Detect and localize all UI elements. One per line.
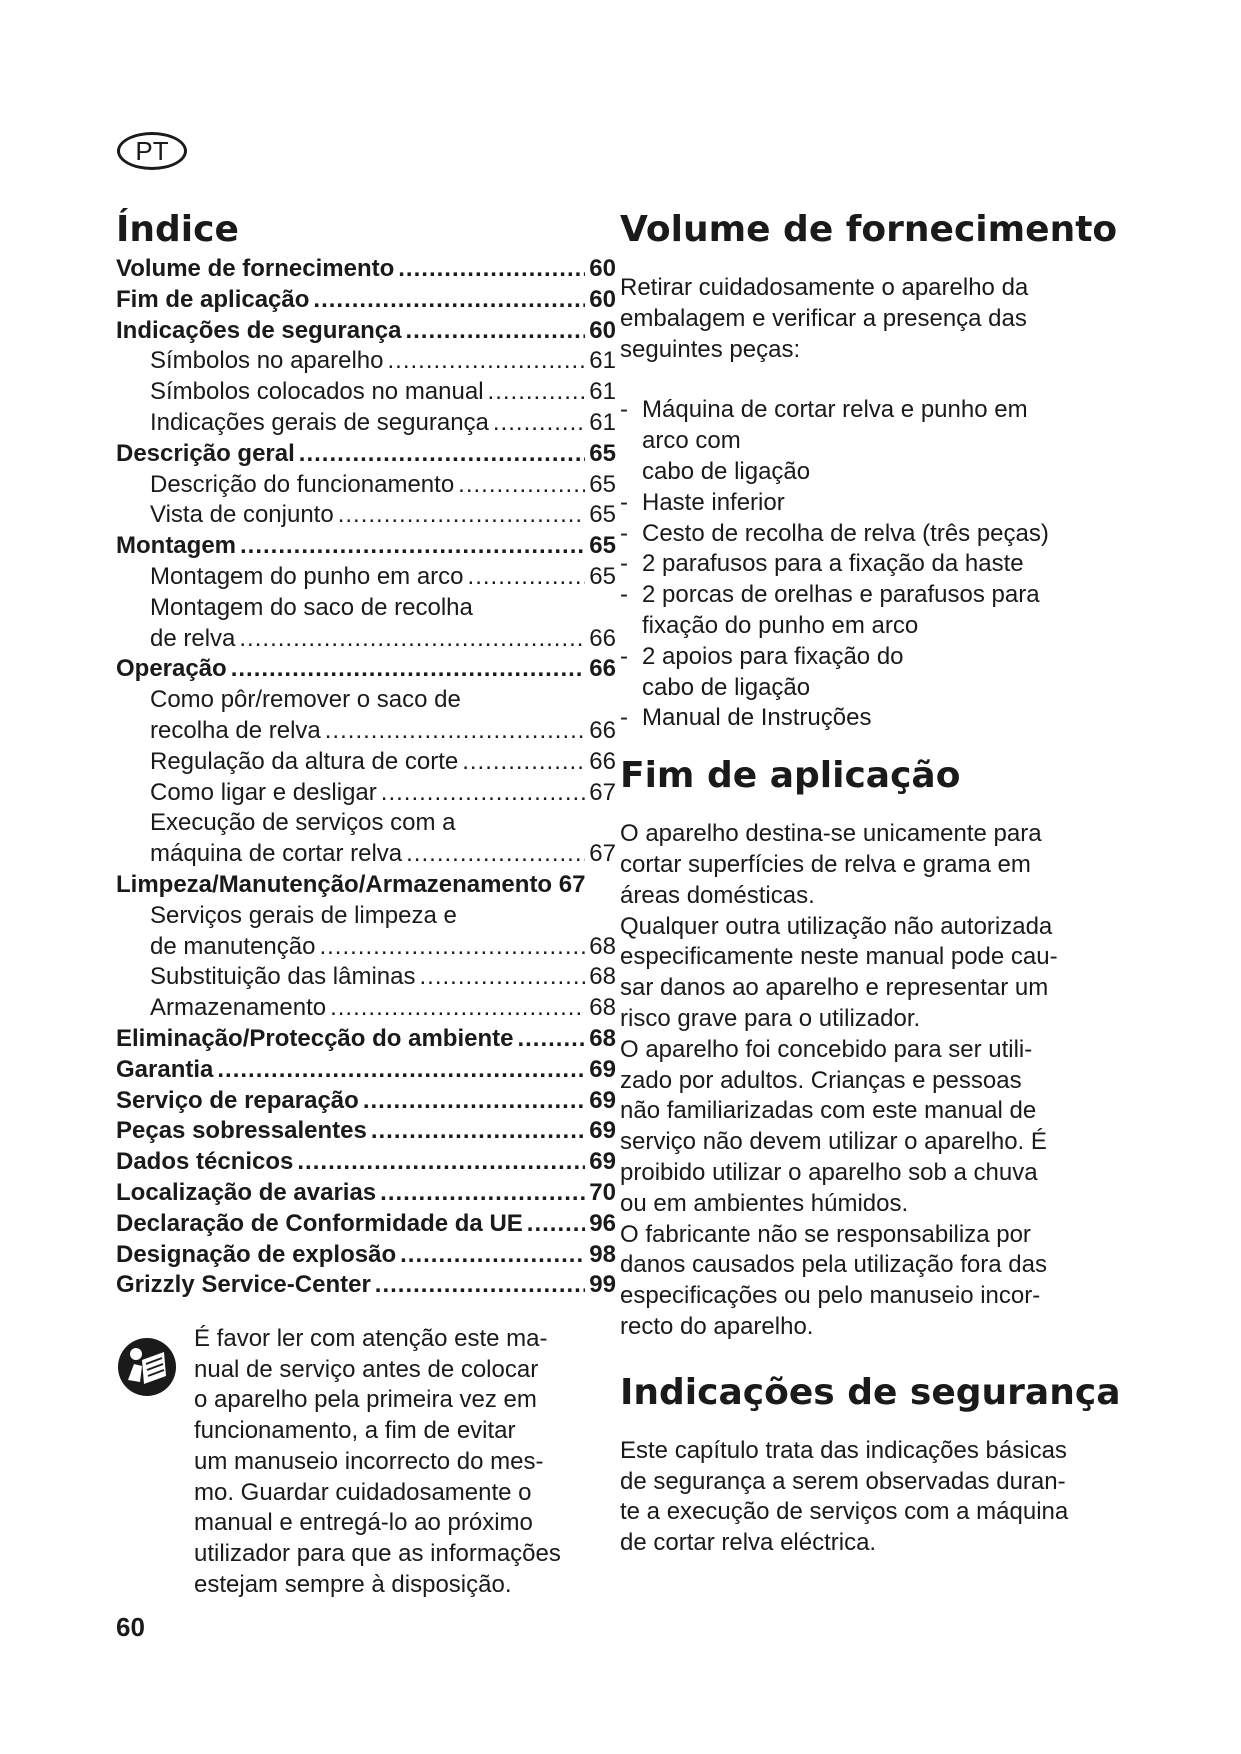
- toc-leader-dots: [239, 624, 585, 655]
- toc-entry: [116, 254, 616, 285]
- toc-entry: [116, 1270, 616, 1301]
- toc-leader-dots: [375, 1270, 586, 1301]
- volume-items-list: [620, 395, 1140, 734]
- notice-text: É favor ler com atenção este ma- nual de serviço antes de colocar o aparelho pela primeira vez em funcionamento, a fim de evitar um manuseio incorrecto do mes- mo. Guardar cuidadosamente o manual e entregá-lo ao próximo utilizador para que as informações estejam sempre à disposição.: [194, 1325, 561, 1598]
- toc-entry-text: Serviço de reparação: [116, 1086, 359, 1114]
- toc-entry: [116, 316, 616, 347]
- toc-leader-dots: [217, 1055, 585, 1086]
- volume-intro: Retirar cuidadosamente o aparelho da embalagem e verificar a presença das seguintes peças:: [620, 274, 1029, 363]
- toc-entry-page: 67: [589, 778, 616, 806]
- toc-entry: [116, 1055, 616, 1086]
- toc-column: [116, 206, 616, 1301]
- toc-leader-dots: [493, 408, 585, 439]
- toc-leader-dots: [325, 716, 586, 747]
- toc-entry-text: Como ligar e desligar: [150, 778, 377, 806]
- toc-entry: [116, 1086, 616, 1117]
- toc-entry: [116, 716, 616, 747]
- toc-leader-dots: [381, 778, 586, 809]
- toc-title: Índice: [116, 209, 239, 250]
- toc-entry: [116, 993, 616, 1024]
- toc-leader-dots: [406, 839, 585, 870]
- toc-leader-dots: [488, 377, 586, 408]
- toc-leader-dots: [297, 1147, 585, 1178]
- content-column: [620, 206, 1140, 1559]
- toc-entry-page: 70: [589, 1178, 616, 1206]
- toc-entry-text: de relva: [150, 624, 236, 652]
- toc-leader-dots: [462, 747, 585, 778]
- toc-entry: [116, 408, 616, 439]
- toc-entry-text: Regulação da altura de corte: [150, 747, 459, 775]
- list-item: - Cesto de recolha de relva (três peças): [620, 519, 1140, 550]
- toc-entry-text: recolha de relva: [150, 716, 321, 744]
- read-manual-icon: [116, 1336, 178, 1398]
- toc-entry-page: 68: [589, 963, 616, 991]
- seguranca-body: Este capítulo trata das indicações básicas de segurança a serem observadas duran- te a execução de serviços com a máquina de cortar relva eléctrica.: [620, 1436, 1069, 1557]
- toc-entry-text: Dados técnicos: [116, 1148, 294, 1176]
- toc-entry-page: 61: [589, 408, 616, 436]
- toc-entry-page: 66: [589, 716, 616, 744]
- toc-entry-text: Designação de explosão: [116, 1240, 397, 1268]
- toc-entry-page: 69: [589, 1086, 616, 1114]
- toc-leader-dots: [517, 1024, 585, 1055]
- toc-entry: [116, 685, 616, 716]
- toc-entry-page: 96: [589, 1209, 616, 1237]
- toc-entry: [116, 901, 616, 932]
- toc-entry: [116, 747, 616, 778]
- toc-entry-text: máquina de cortar relva: [150, 840, 403, 868]
- list-item: - Haste inferior: [620, 488, 1140, 519]
- toc-entry-page: 98: [589, 1240, 616, 1268]
- toc-entry: [116, 839, 616, 870]
- toc-leader-dots: [400, 1240, 585, 1271]
- language-badge: PT: [117, 132, 187, 170]
- toc-entry-page: 67: [589, 840, 616, 868]
- toc-entry: [116, 654, 616, 685]
- toc-entry-text: Símbolos colocados no manual: [150, 378, 484, 406]
- toc-entry: [116, 593, 616, 624]
- toc-leader-dots: [419, 962, 585, 993]
- toc-entry-text: Serviços gerais de limpeza e: [150, 901, 457, 929]
- toc-entry: [116, 377, 616, 408]
- toc-entry-text: Como pôr/remover o saco de: [150, 686, 461, 714]
- toc-entry-text: Execução de serviços com a: [150, 809, 456, 837]
- toc-entry: [116, 439, 616, 470]
- toc-entry: [116, 1024, 616, 1055]
- toc-leader-dots: [299, 439, 586, 470]
- toc-entry-page: 61: [589, 378, 616, 406]
- toc-leader-dots: [330, 993, 585, 1024]
- toc-entry-text: Montagem do punho em arco: [150, 562, 464, 590]
- toc-entry-page: 69: [589, 1148, 616, 1176]
- toc-entry-text: Armazenamento: [150, 994, 327, 1022]
- toc-entry: [116, 778, 616, 809]
- toc-entry: [116, 1209, 616, 1240]
- toc-entry-text: Montagem do saco de recolha: [150, 593, 473, 621]
- list-item: - 2 apoios para fixação do cabo de ligação: [620, 642, 1140, 704]
- toc-entry-page: 60: [589, 285, 616, 313]
- toc-entry-page: 68: [589, 1024, 616, 1052]
- toc-entry-page: 66: [589, 747, 616, 775]
- toc-entry: [116, 500, 616, 531]
- toc-entry: [116, 624, 616, 655]
- toc-entry-text: Descrição do funcionamento: [150, 470, 455, 498]
- toc-entry-text: Indicações gerais de segurança: [150, 408, 489, 436]
- toc-entry: [116, 962, 616, 993]
- toc-entry-text: Grizzly Service-Center: [116, 1271, 371, 1299]
- toc-leader-dots: [319, 932, 585, 963]
- toc-leader-dots: [231, 654, 586, 685]
- toc-entry-page: 68: [589, 994, 616, 1022]
- toc-entry: [116, 346, 616, 377]
- toc-entry-page: 65: [589, 501, 616, 529]
- toc-entry-text: Fim de aplicação: [116, 285, 310, 313]
- toc-entry-text: Volume de fornecimento: [116, 255, 395, 282]
- toc-entry-page: 66: [589, 624, 616, 652]
- toc-entry-page: 69: [589, 1117, 616, 1145]
- toc-entry-page: 61: [589, 347, 616, 375]
- toc-leader-dots: [240, 531, 585, 562]
- toc-entry-page: 65: [589, 532, 616, 560]
- toc-entry-text: Peças sobressalentes: [116, 1117, 367, 1145]
- toc-leader-dots: [363, 1086, 585, 1117]
- toc-entry: [116, 1178, 616, 1209]
- toc-entry: [116, 870, 616, 901]
- toc-entry-text: Declaração de Conformidade da UE: [116, 1209, 523, 1237]
- list-item: - Máquina de cortar relva e punho em arco com cabo de ligação: [620, 395, 1140, 487]
- page-number: 60: [116, 1612, 145, 1642]
- toc-entry-text: Vista de conjunto: [150, 501, 334, 529]
- toc-entry: [116, 808, 616, 839]
- list-item: - Manual de Instruções: [620, 703, 1140, 734]
- toc-entry: [116, 1147, 616, 1178]
- toc-entry-page: 99: [589, 1271, 616, 1299]
- toc-leader-dots: [458, 470, 585, 501]
- toc-entry-page: 65: [589, 470, 616, 498]
- toc-entry-text: Eliminação/Protecção do ambiente: [116, 1024, 514, 1052]
- toc-entry-page: 66: [589, 655, 616, 683]
- read-manual-notice: [116, 1324, 616, 1600]
- toc-entry: [116, 562, 616, 593]
- toc-entry: [116, 531, 616, 562]
- toc-entry-page: 60: [589, 255, 616, 282]
- section-title-volume: Volume de fornecimento: [620, 209, 1118, 250]
- toc-leader-dots: [405, 316, 585, 347]
- section-title-seguranca: Indicações de segurança: [620, 1371, 1121, 1413]
- toc-leader-dots: [468, 562, 586, 593]
- toc-entry-text: Operação: [116, 655, 227, 683]
- table-of-contents: [116, 254, 616, 1301]
- toc-entry-text: Descrição geral: [116, 439, 295, 467]
- list-item: - 2 porcas de orelhas e parafusos para fixação do punho em arco: [620, 580, 1140, 642]
- toc-leader-dots: [387, 346, 585, 377]
- toc-leader-dots: [398, 254, 585, 285]
- toc-entry: [116, 285, 616, 316]
- section-title-fim: Fim de aplicação: [620, 755, 961, 797]
- toc-entry: [116, 1240, 616, 1271]
- toc-leader-dots: [338, 500, 586, 531]
- toc-entry-page: 60: [589, 316, 616, 344]
- toc-entry-text: Limpeza/Manutenção/Armazenamento 67: [116, 870, 586, 898]
- toc-entry-page: 68: [589, 932, 616, 960]
- toc-leader-dots: [313, 285, 585, 316]
- toc-entry: [116, 932, 616, 963]
- toc-leader-dots: [527, 1209, 586, 1240]
- toc-entry-text: Indicações de segurança: [116, 316, 402, 344]
- toc-entry-text: Montagem: [116, 532, 236, 560]
- toc-entry-text: Substituição das lâminas: [150, 963, 416, 991]
- toc-entry: [116, 470, 616, 501]
- fim-body: O aparelho destina-se unicamente para cortar superfícies de relva e grama em áreas domésticas. Qualquer outra utilização não autorizada especificamente neste manual pode cau- sar danos ao aparelho e representar um risco grave para o utilizador. O aparelho foi concebido para ser utili- zado por adultos. Crianças e pessoas não familiarizadas com este manual de serviço não devem utilizar o aparelho. É proibido utilizar o aparelho sob a chuva ou em ambientes húmidos. O fabricante não se responsabiliza por danos causados pela utilização fora das especificações ou pelo manuseio incor- recto do aparelho.: [620, 820, 1058, 1340]
- toc-entry-text: Símbolos no aparelho: [150, 347, 384, 375]
- toc-entry-page: 69: [589, 1055, 616, 1083]
- toc-entry-page: 65: [589, 562, 616, 590]
- toc-leader-dots: [371, 1116, 585, 1147]
- toc-entry: [116, 1116, 616, 1147]
- toc-entry-text: de manutenção: [150, 932, 316, 960]
- toc-entry-page: 65: [589, 439, 616, 467]
- toc-leader-dots: [380, 1178, 585, 1209]
- toc-entry-text: Localização de avarias: [116, 1178, 377, 1206]
- list-item: - 2 parafusos para a fixação da haste: [620, 549, 1140, 580]
- toc-entry-text: Garantia: [116, 1055, 214, 1083]
